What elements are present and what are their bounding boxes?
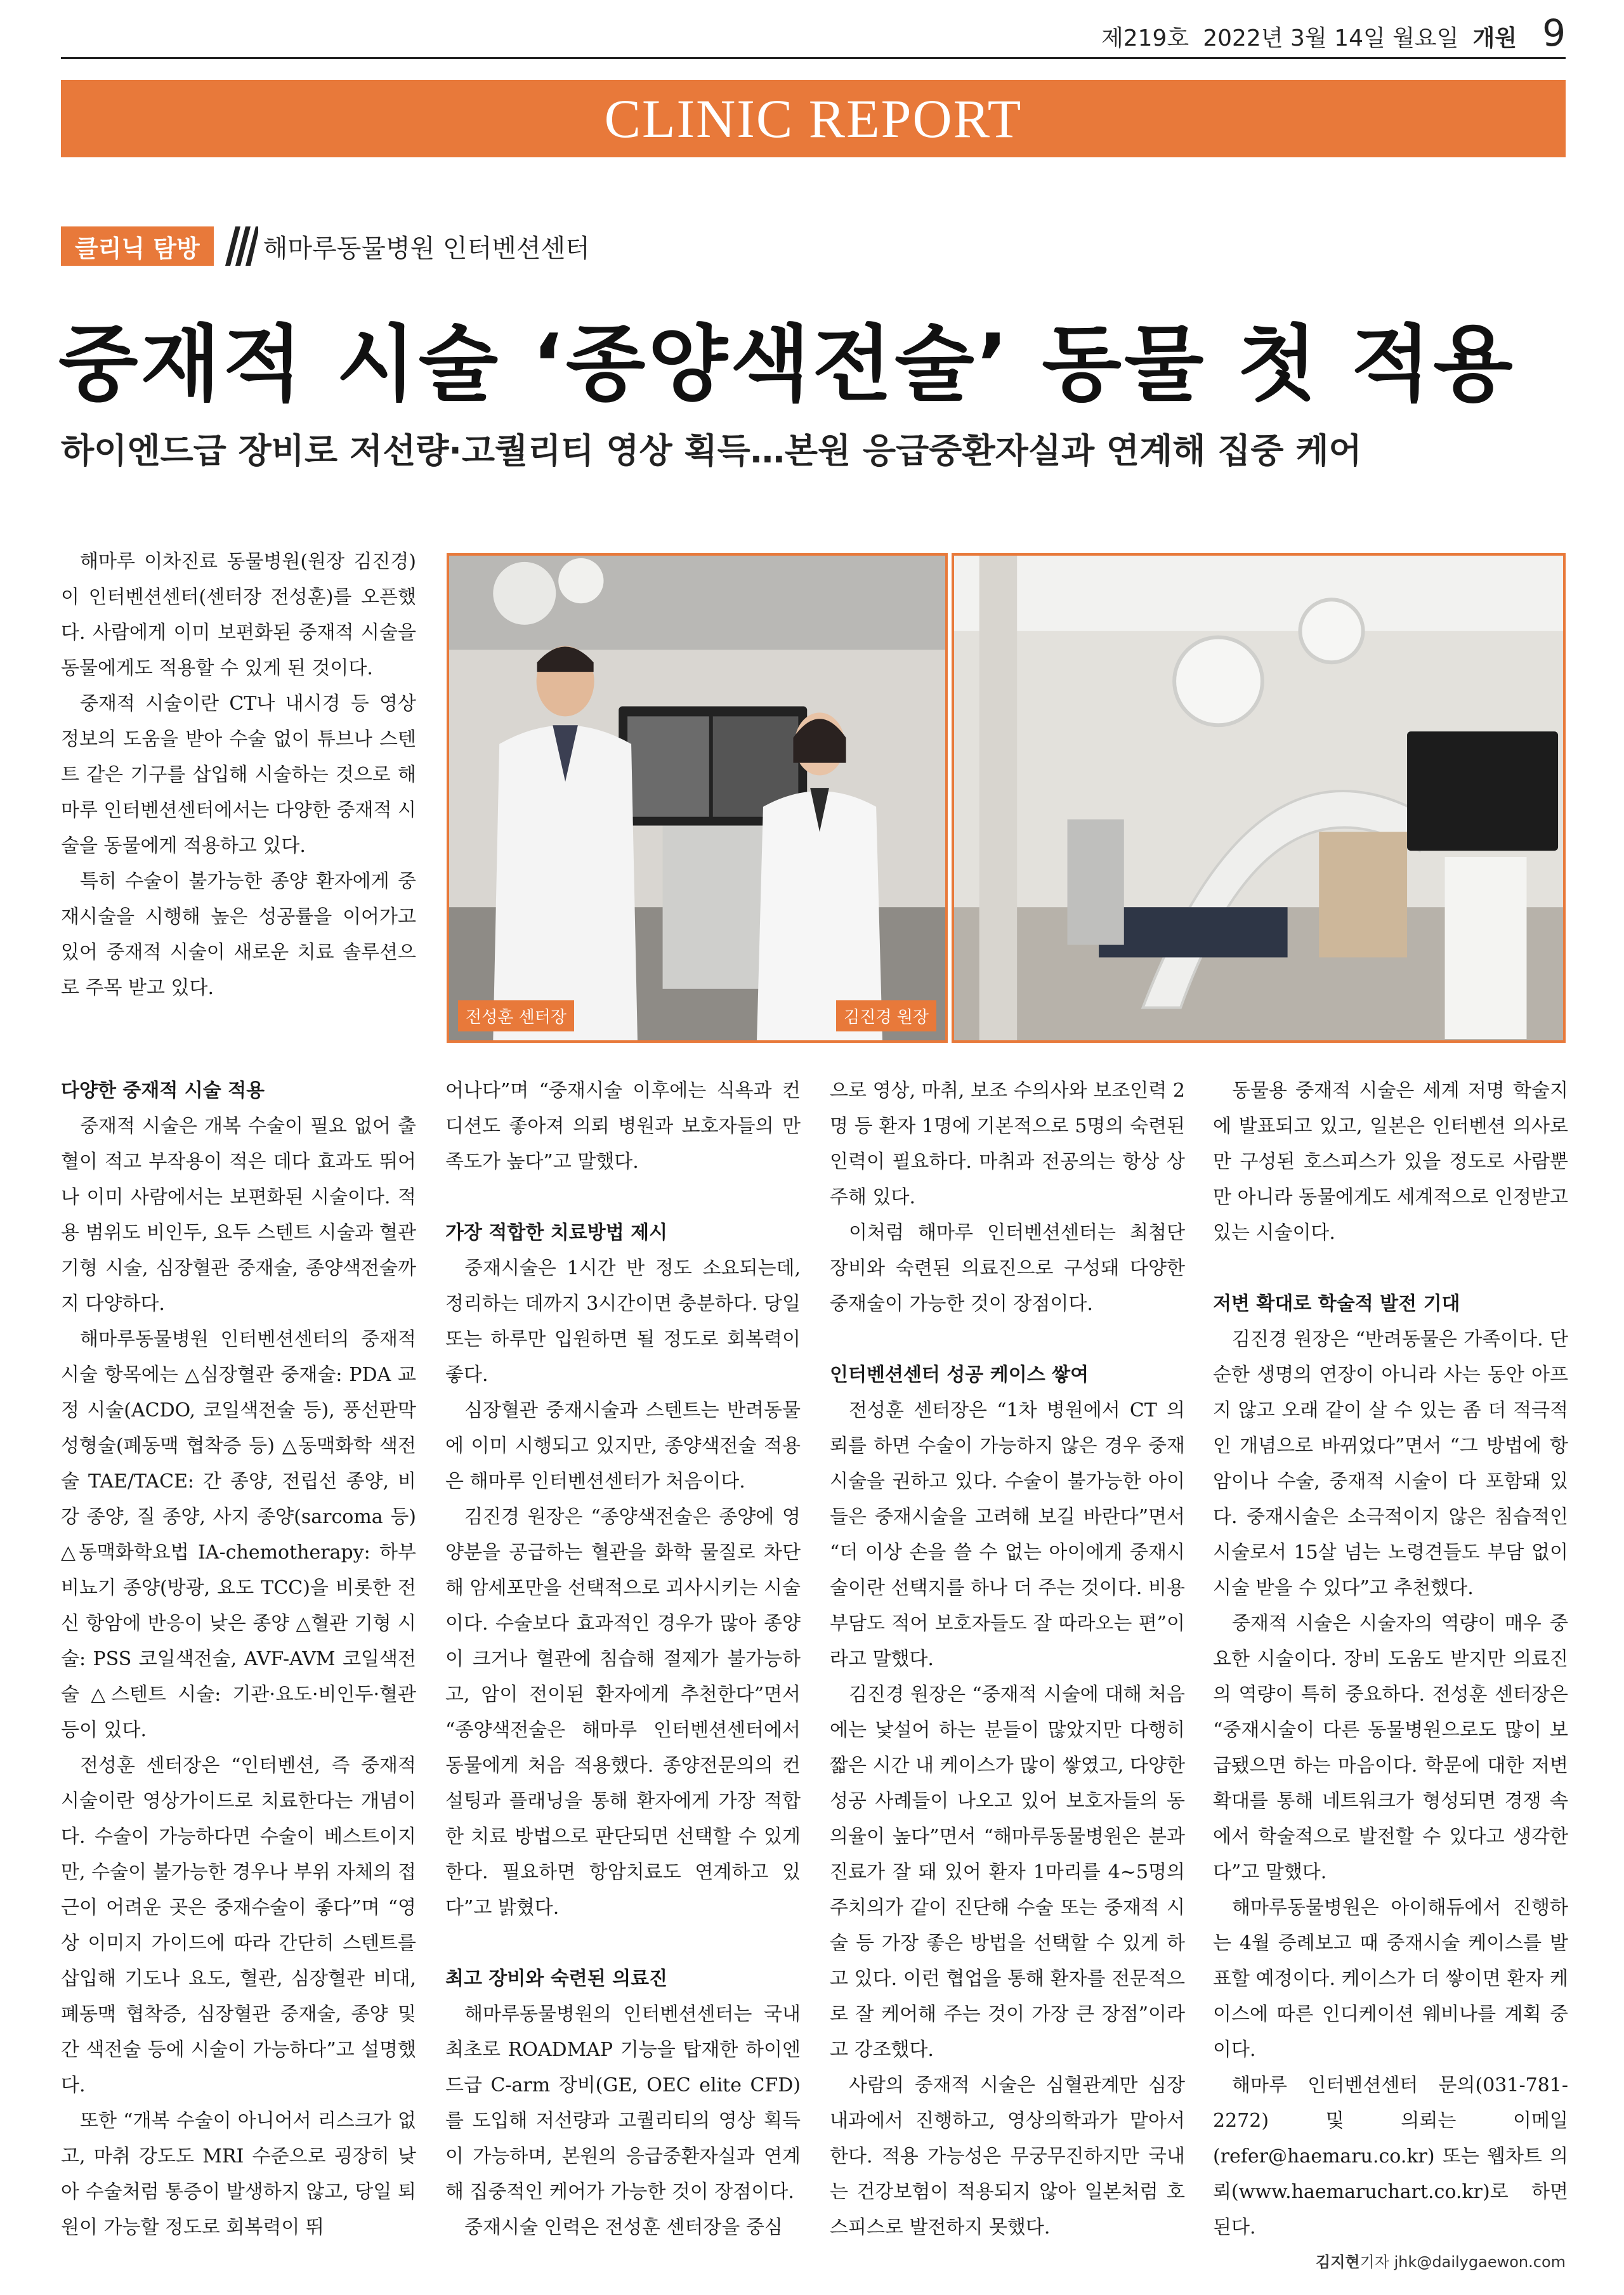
lead-paragraph: 특히 수술이 불가능한 종양 환자에게 중재시술을 시행해 높은 성공률을 이어가고 있어 중재적 시술이 새로운 치료 솔루션으로 주목 받고 있다. (61, 870, 416, 999)
photo-intervention-room (952, 553, 1566, 1043)
byline (1316, 2249, 1566, 2272)
body-column-2 (445, 1073, 801, 2246)
masthead-rule (61, 57, 1566, 59)
body-paragraph: 전성훈 센터장은 “1차 병원에서 CT 의뢰를 하면 수술이 가능하지 않은 경우 중재시술을 권하고 있다. 수술이 불가능한 아이들은 중재시술을 고려해 보길 바란다”면서 “더 이상 손을 쓸 수 없는 아이에게 중재시술이란 선택지를 하나 더 주는 것이다. 비용 부담도 적어 보호자들도 잘 따라오는 편”이라고 말했다. (830, 1399, 1185, 1670)
body-paragraph: 동물용 중재적 시술은 세계 저명 학술지에 발표되고 있고, 일본은 인터벤션 의사로만 구성된 호스피스가 있을 정도로 사람뿐만 아니라 동물에게도 세계적으로 인정받고 있는 시술이다. (1213, 1080, 1568, 1244)
slash-marks-icon (216, 226, 258, 266)
body-paragraph: 중재적 시술은 개복 수술이 필요 없어 출혈이 적고 부작용이 적은 데다 효과도 뛰어나 이미 사람에서는 보편화된 시술이다. 적용 범위도 비인두, 요두 스텐트 시술과 혈관기형 시술, 심장혈관 중재술, 종양색전술까지 다양하다. (61, 1115, 416, 1315)
subheadline: 하이엔드급 장비로 저선량·고퀄리티 영상 획득…본원 응급중환자실과 연계해 집중 케어 (61, 431, 1362, 471)
section-heading: 다양한 중재적 시술 적용 (61, 1080, 265, 1102)
body-paragraph: 중재적 시술은 시술자의 역량이 매우 중요한 시술이다. 장비 도움도 받지만 의료진의 역량이 특히 중요하다. 전성훈 센터장은 “중재시술이 다른 동물병원으로도 많이 보급됐으면 하는 마음이다. 학문에 대한 저변 확대를 통해 네트워크가 형성되면 경쟁 속에서 학술적으로 발전할 수 있다고 생각한다”고 말했다. (1213, 1612, 1568, 1883)
section-heading: 저변 확대로 학술적 발전 기대 (1213, 1293, 1460, 1315)
issue-number: 제219호 (1101, 25, 1189, 51)
headline: 중재적 시술 ‘종양색전술’ 동물 첫 적용 (58, 316, 1516, 412)
body-paragraph: 김진경 원장은 “반려동물은 가족이다. 단순한 생명의 연장이 아니라 사는 동안 아프지 않고 오래 같이 살 수 있는 좀 더 적극적인 개념으로 바뀌었다”면서 “그 방법에 항암이나 수술, 중재적 시술이 다 포함돼 있다. 중재시술은 소극적이지 않은 침습적인 시술로서 15살 넘는 노령견들도 부담 없이 시술 받을 수 있다”고 추천했다. (1213, 1328, 1568, 1599)
body-paragraph: 김진경 원장은 “종양색전술은 종양에 영양분을 공급하는 혈관을 화학 물질로 차단해 암세포만을 선택적으로 괴사시키는 시술이다. 수술보다 효과적인 경우가 많아 종양이 크거나 혈관에 침습해 절제가 불가능하고, 암이 전이된 환자에게 추천한다”면서 “종양색전술은 해마루 인터벤션센터에서 동물에게 처음 적용했다. 종양전문의의 컨설팅과 플래닝을 통해 환자에게 가장 적합한 치료 방법으로 판단되면 선택할 수 있게 한다. 필요하면 항암치료도 연계하고 있다”고 밝혔다. (445, 1506, 801, 1919)
body-paragraph: 중재시술은 1시간 반 정도 소요되는데, 정리하는 데까지 3시간이면 충분하다. 당일 또는 하루만 입원하면 될 정도로 회복력이 좋다. (445, 1257, 801, 1386)
body-paragraph: 해마루동물병원 인터벤션센터의 중재적 시술 항목에는 △심장혈관 중재술: PDA 교정 시술(ACDO, 코일색전술 등), 풍선판막성형술(폐동맥 협착증 등) △동맥화학 색전술 TAE/TACE: 간 종양, 전립선 종양, 비강 종양, 질 종양, 사지 종양(sarcoma 등) △동맥화학요법 IA-chemotherapy: 하부 비뇨기 종양(방광, 요도 TCC)을 비롯한 전신 항암에 반응이 낮은 종양 △혈관 기형 시술: PSS 코일색전술, AVF-AVM 코일색전술 △스텐트 시술: 기관·요도·비인두·혈관 등이 있다. (61, 1328, 416, 1741)
lead-paragraph: 해마루 이차진료 동물병원(원장 김진경)이 인터벤션센터(센터장 전성훈)를 오픈했다. 사람에게 이미 보편화된 중재적 시술을 동물에게도 적용할 수 있게 된 것이다. (61, 551, 416, 679)
reporter-email: jhk@dailygaewon.com (1394, 2253, 1566, 2271)
body-paragraph: 해마루 인터벤션센터 문의(031-781-2272) 및 의뢰는 이메일(refer@haemaru.co.kr) 또는 웹차트 의뢰(www.haemaruchart.co.kr)로 하면 된다. (1213, 2074, 1568, 2239)
section-heading: 인터벤션센터 성공 케이스 쌓여 (830, 1364, 1089, 1386)
photo-doctors (447, 553, 948, 1043)
body-column-3 (830, 1073, 1185, 2246)
body-paragraph: 해마루동물병원은 아이해듀에서 진행하는 4월 증례보고 때 중재시술 케이스를 발표할 예정이다. 케이스가 더 쌓이면 환자 케이스에 따른 인디케이션 웨비나를 계획 중이다. (1213, 1897, 1568, 2061)
lead-column (61, 544, 416, 1006)
body-column-4 (1213, 1073, 1568, 2246)
section-heading: 가장 적합한 치료방법 제시 (445, 1222, 668, 1244)
body-column-1 (61, 1073, 416, 2246)
reporter-role: 기자 (1359, 2253, 1389, 2271)
body-paragraph: 해마루동물병원의 인터벤션센터는 국내 최초로 ROADMAP 기능을 탑재한 하이엔드급 C-arm 장비(GE, OEC elite CFD)를 도입해 저선량과 고퀄리티의 영상 획득이 가능하며, 본원의 응급중환자실과 연계해 집중적인 케어가 가능한 것이 장점이다. (445, 2003, 801, 2203)
category-tag: 클리닉 탐방 (61, 226, 214, 266)
lead-paragraph: 중재적 시술이란 CT나 내시경 등 영상 정보의 도움을 받아 수술 없이 튜브나 스텐트 같은 기구를 삽입해 시술하는 것으로 해마루 인터벤션센터에서는 다양한 중재적 시술을 동물에게 적용하고 있다. (61, 693, 416, 857)
doctors-photo-image (449, 556, 945, 1040)
issue-info (1101, 11, 1566, 55)
body-paragraph: 전성훈 센터장은 “인터벤션, 즉 중재적 시술이란 영상가이드로 치료한다는 개념이다. 수술이 가능하다면 수술이 베스트이지만, 수술이 불가능한 경우나 부위 자체의 접근이 어려운 곳은 중재수술이 좋다”며 “영상 이미지 가이드에 따라 간단히 스텐트를 삽입해 기도나 요도, 혈관, 심장혈관 비대, 폐동맥 협착증, 심장혈관 중재술, 종양 및 간 색전술 등에 시술이 가능하다”고 설명했다. (61, 1755, 416, 2096)
body-paragraph: 사람의 중재적 시술은 심혈관계만 심장내과에서 진행하고, 영상의학과가 맡아서 한다. 적용 가능성은 무궁무진하지만 국내는 건강보험이 적용되지 않아 일본처럼 호스피스로 발전하지 못했다. (830, 2074, 1185, 2239)
reporter-name: 김지현 (1316, 2253, 1360, 2271)
body-paragraph: 심장혈관 중재시술과 스텐트는 반려동물에 이미 시행되고 있지만, 종양색전술 적용은 해마루 인터벤션센터가 처음이다. (445, 1399, 801, 1493)
body-paragraph: 이처럼 해마루 인터벤션센터는 최첨단 장비와 숙련된 의료진으로 구성돼 다양한 중재술이 가능한 것이 장점이다. (830, 1222, 1185, 1315)
section-banner (61, 80, 1566, 157)
photo-caption-left: 전성훈 센터장 (458, 1000, 574, 1031)
page-number: 9 (1542, 11, 1566, 55)
photo-caption-right: 김진경 원장 (836, 1000, 936, 1031)
publication-name: 개원 (1472, 25, 1517, 51)
category-subject: 해마루동물병원 인터벤션센터 (263, 233, 590, 263)
category-label (61, 223, 590, 269)
body-paragraph: 중재시술 인력은 전성훈 센터장을 중심 (464, 2216, 783, 2239)
body-paragraph: 김진경 원장은 “중재적 시술에 대해 처음에는 낯설어 하는 분들이 많았지만 다행히 짧은 시간 내 케이스가 많이 쌓였고, 다양한 성공 사례들이 나오고 있어 보호자들의 동의율이 높다”면서 “해마루동물병원은 분과진료가 잘 돼 있어 환자 1마리를 4~5명의 주치의가 같이 진단해 수술 또는 중재적 시술 등 가장 좋은 방법을 선택할 수 있게 하고 있다. 이런 협업을 통해 환자를 전문적으로 잘 케어해 주는 것이 가장 큰 장점”이라고 강조했다. (830, 1684, 1185, 2061)
body-paragraph: 으로 영상, 마취, 보조 수의사와 보조인력 2명 등 환자 1명에 기본적으로 5명의 숙련된 인력이 필요하다. 마취과 전공의는 항상 상주해 있다. (830, 1080, 1185, 1208)
intervention-room-image (954, 556, 1563, 1040)
body-paragraph: 어나다”며 “중재시술 이후에는 식욕과 컨디션도 좋아져 의뢰 병원과 보호자들의 만족도가 높다”고 말했다. (445, 1080, 801, 1173)
section-title: CLINIC REPORT (604, 88, 1023, 149)
body-paragraph: 또한 “개복 수술이 아니어서 리스크가 없고, 마취 강도도 MRI 수준으로 굉장히 낮아 수술처럼 통증이 발생하지 않고, 당일 퇴원이 가능할 정도로 회복력이 뛰 (61, 2110, 416, 2239)
section-heading: 최고 장비와 숙련된 의료진 (445, 1968, 668, 1990)
issue-date: 2022년 3월 14일 월요일 (1203, 25, 1459, 51)
